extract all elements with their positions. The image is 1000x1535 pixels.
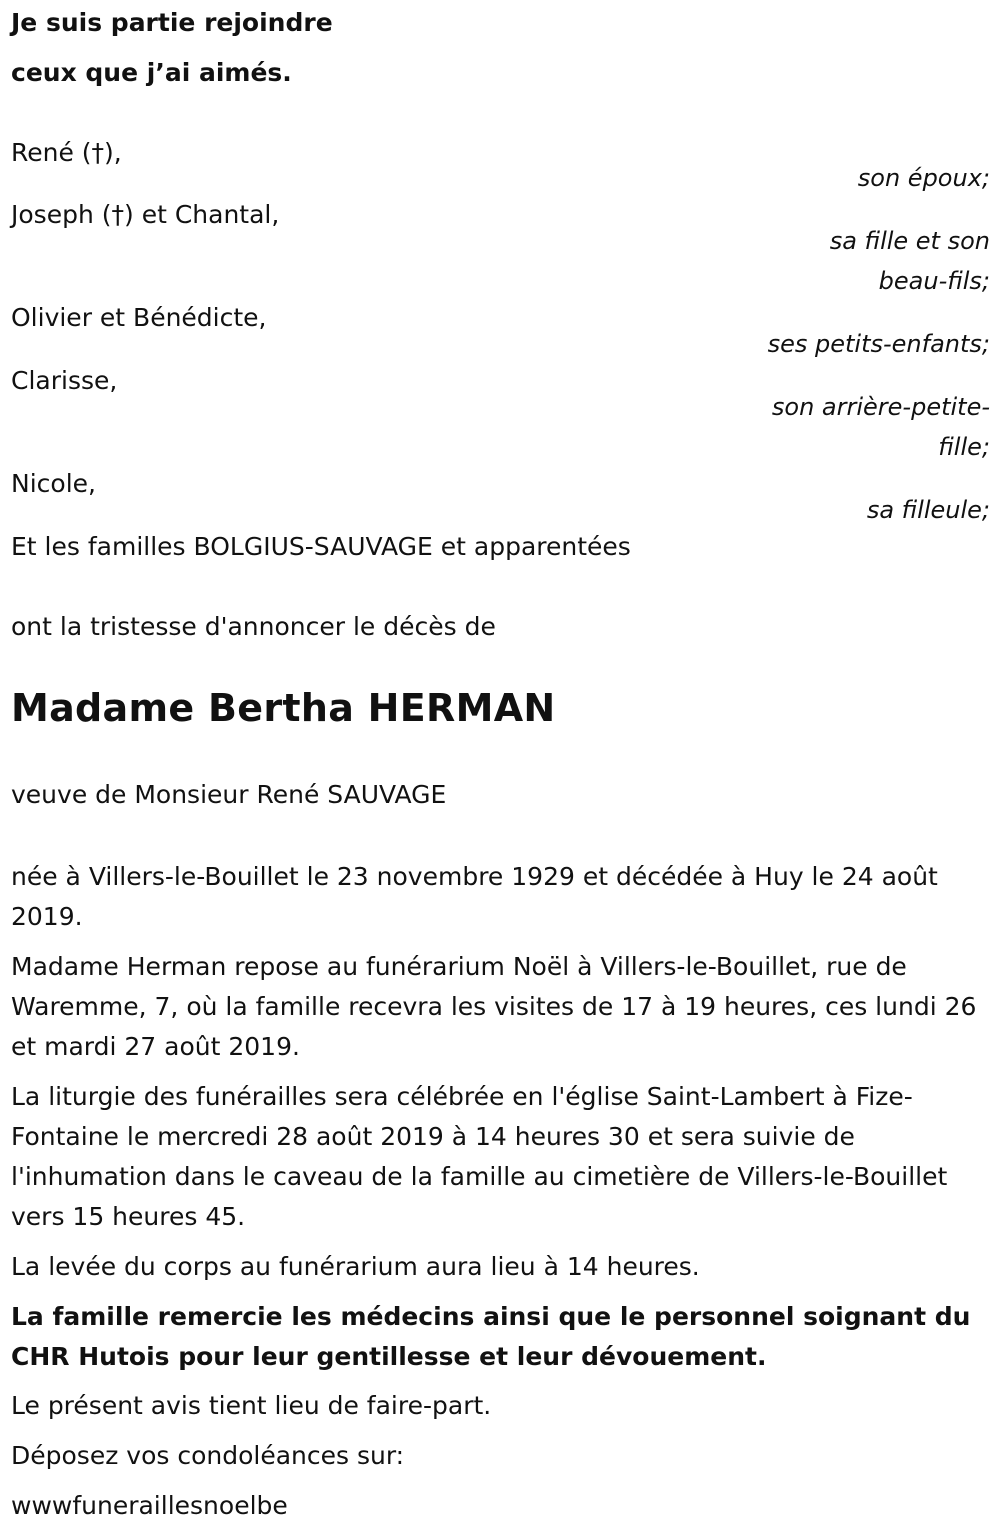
- notice-paragraph: Le présent avis tient lieu de faire-part.: [11, 1391, 492, 1420]
- family-member-relation: son époux;: [857, 164, 990, 192]
- family-member-relation: sa filleule;: [866, 496, 990, 524]
- family-member-name: Joseph (†) et Chantal,: [11, 200, 280, 229]
- liturgy-paragraph: La liturgie des funérailles sera célébrée en l'église Saint-Lambert à Fize-Fontaine le mercredi 28 août 2019 à 14 heures 30 et sera suivie de l'inhumation dans le caveau de la famille au cimetière de Villers-le-Bouillet vers 15 heures 45.: [11, 1082, 948, 1231]
- birth-death-paragraph: née à Villers-le-Bouillet le 23 novembre 1929 et décédée à Huy le 24 août 2019.: [11, 862, 938, 931]
- family-member-relation: sa fille et son: [829, 227, 990, 255]
- family-member-relation: fille;: [938, 433, 990, 461]
- repose-paragraph: Madame Herman repose au funérarium Noël à Villers-le-Bouillet, rue de Waremme, 7, où la famille recevra les visites de 17 à 19 heures, ces lundi 26 et mardi 27 août 2019.: [11, 952, 977, 1061]
- family-member-relation: son arrière-petite-: [771, 393, 990, 421]
- family-member-name: Olivier et Bénédicte,: [11, 303, 267, 332]
- funeral-website-link[interactable]: wwwfuneraillesnoelbe: [11, 1491, 288, 1520]
- family-member-name: Clarisse,: [11, 366, 118, 395]
- condolences-label: Déposez vos condoléances sur:: [11, 1441, 405, 1470]
- announcement-text: ont la tristesse d'annoncer le décès de: [11, 612, 496, 641]
- family-member-name: Nicole,: [11, 469, 96, 498]
- opening-verse-line-1: Je suis partie rejoindre: [11, 8, 333, 37]
- family-member-relation: ses petits-enfants;: [767, 330, 990, 358]
- levee-paragraph: La levée du corps au funérarium aura lieu à 14 heures.: [11, 1252, 700, 1281]
- opening-verse-line-2: ceux que j’ai aimés.: [11, 58, 292, 87]
- families-line: Et les familles BOLGIUS-SAUVAGE et apparentées: [11, 532, 631, 561]
- widow-of-text: veuve de Monsieur René SAUVAGE: [11, 780, 447, 809]
- deceased-name: Madame Bertha HERMAN: [11, 686, 556, 730]
- thanks-paragraph: La famille remercie les médecins ainsi que le personnel soignant du CHR Hutois pour leur gentillesse et leur dévouement.: [11, 1302, 971, 1371]
- family-member-name: René (†),: [11, 138, 122, 167]
- family-member-relation: beau-fils;: [878, 267, 990, 295]
